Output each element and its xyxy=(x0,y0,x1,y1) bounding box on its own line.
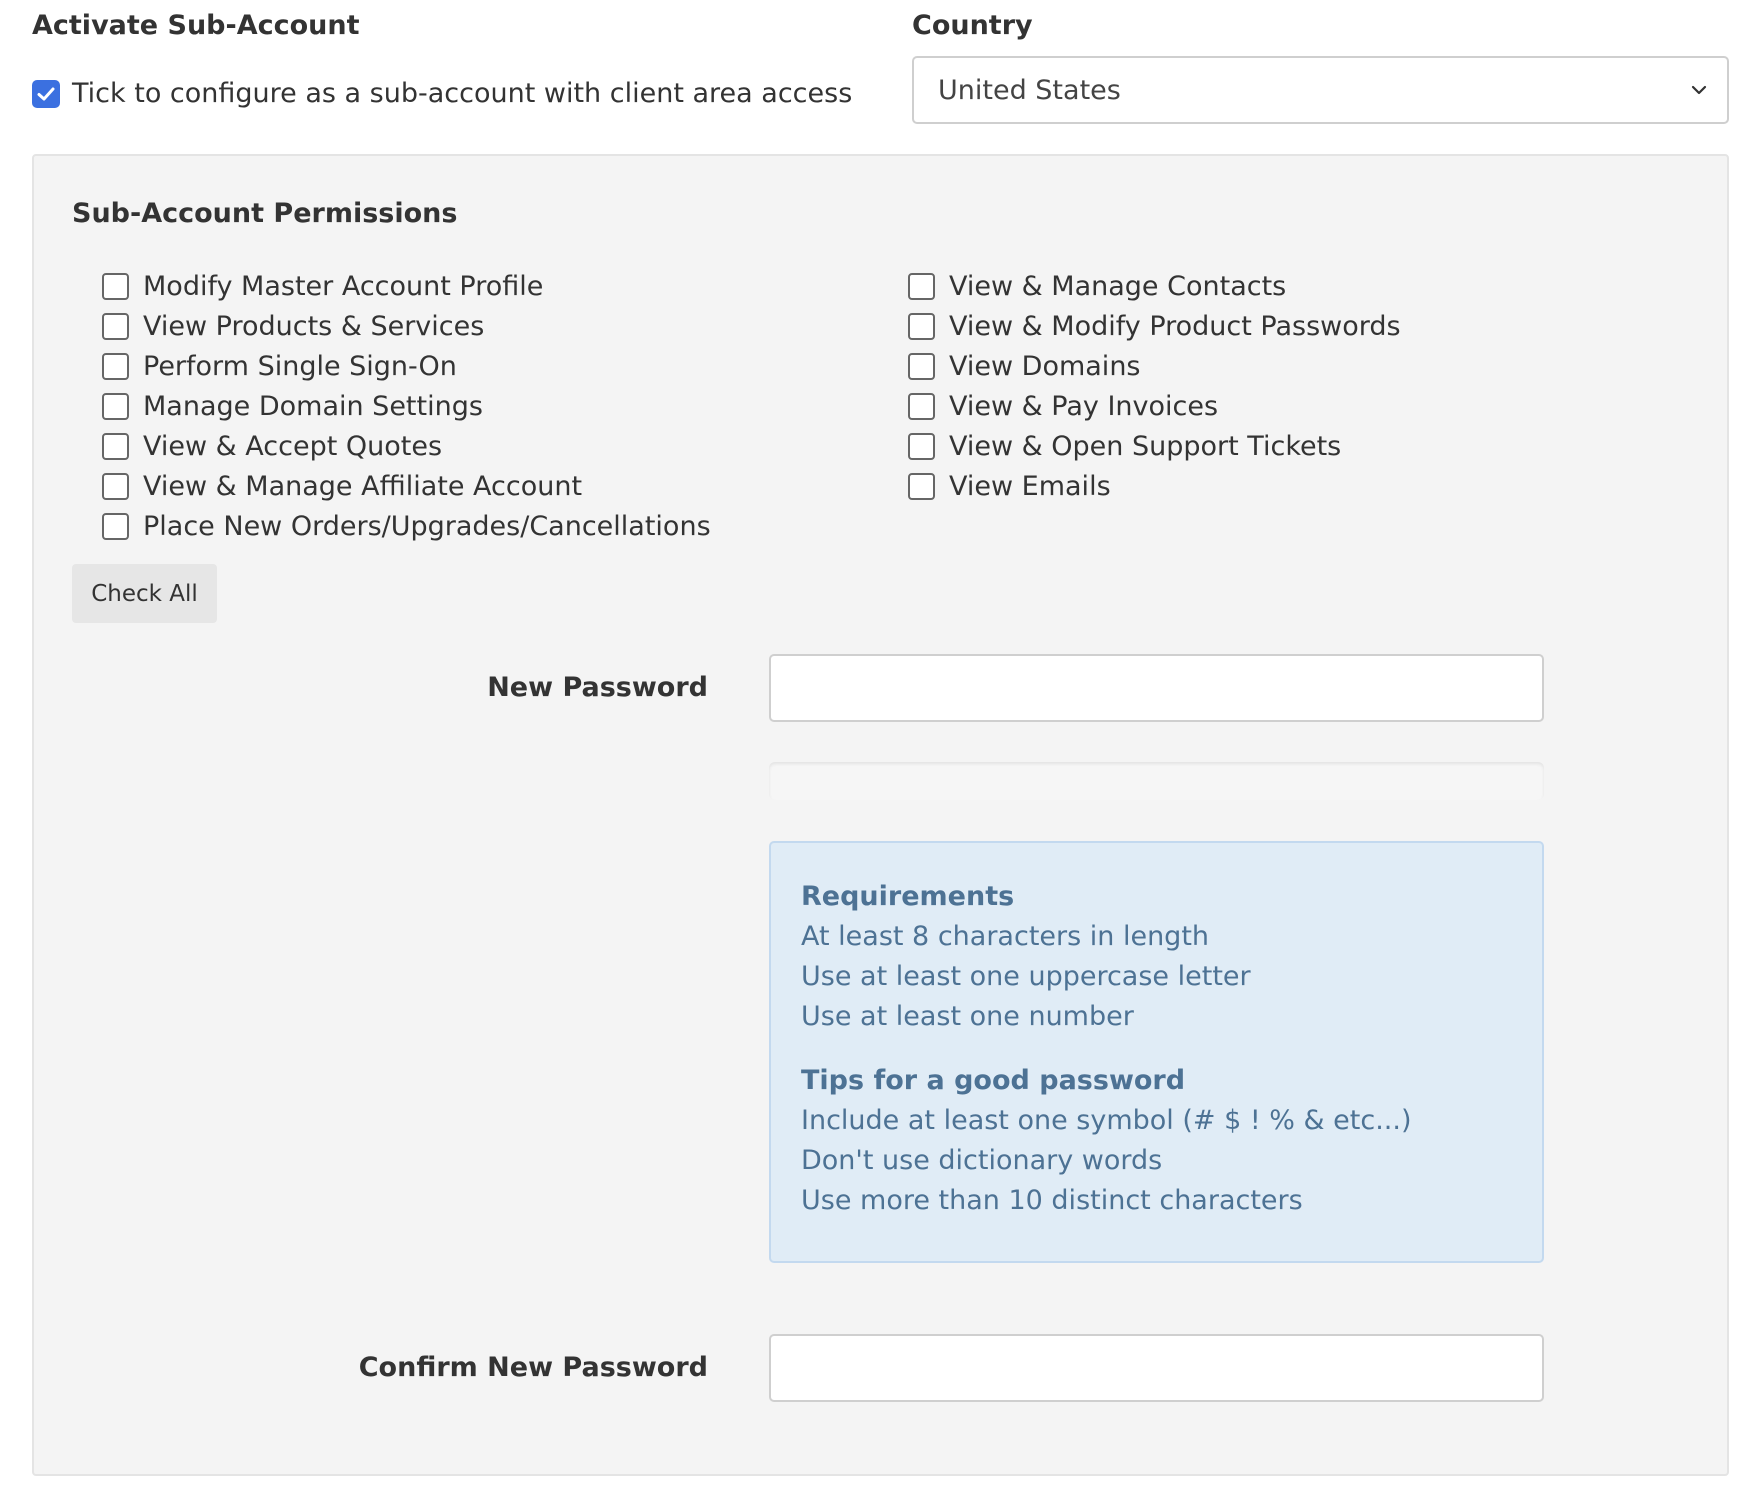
permission-checkbox[interactable] xyxy=(908,393,935,420)
permission-label: View Emails xyxy=(949,470,1111,502)
permission-checkbox[interactable] xyxy=(908,353,935,380)
permission-checkbox[interactable] xyxy=(102,393,129,420)
requirements-title: Requirements xyxy=(801,881,1015,912)
permission-support-tickets[interactable] xyxy=(908,426,1401,466)
confirm-password-label: Confirm New Password xyxy=(358,1352,708,1383)
permissions-right-column xyxy=(908,266,1401,506)
new-password-input[interactable] xyxy=(769,654,1544,722)
permission-checkbox[interactable] xyxy=(908,433,935,460)
permission-pay-invoices[interactable] xyxy=(908,386,1401,426)
permission-label: Perform Single Sign-On xyxy=(143,350,457,382)
permission-label: View & Open Support Tickets xyxy=(949,430,1342,462)
confirm-password-input[interactable] xyxy=(769,1334,1544,1402)
permission-checkbox[interactable] xyxy=(102,313,129,340)
permission-affiliate-account[interactable] xyxy=(102,466,711,506)
chevron-down-icon xyxy=(1689,80,1709,100)
permission-view-emails[interactable] xyxy=(908,466,1401,506)
permission-product-passwords[interactable] xyxy=(908,306,1401,346)
permission-modify-master-profile[interactable] xyxy=(102,266,711,306)
password-strength-bar xyxy=(769,762,1544,800)
permission-label: View & Accept Quotes xyxy=(143,430,443,462)
permission-label: Modify Master Account Profile xyxy=(143,270,544,302)
permission-single-sign-on[interactable] xyxy=(102,346,711,386)
permission-view-products-services[interactable] xyxy=(102,306,711,346)
permission-checkbox[interactable] xyxy=(908,273,935,300)
permission-label: View & Manage Affiliate Account xyxy=(143,470,583,502)
permission-label: View & Modify Product Passwords xyxy=(949,310,1401,342)
permission-checkbox[interactable] xyxy=(102,473,129,500)
permission-checkbox[interactable] xyxy=(102,273,129,300)
permission-label: Manage Domain Settings xyxy=(143,390,483,422)
permission-label: View & Pay Invoices xyxy=(949,390,1219,422)
permission-label: View Domains xyxy=(949,350,1141,382)
permission-view-domains[interactable] xyxy=(908,346,1401,386)
activate-subaccount-row[interactable] xyxy=(32,76,852,112)
activate-subaccount-checkbox[interactable] xyxy=(32,80,60,108)
country-heading: Country xyxy=(912,10,1033,41)
permission-checkbox[interactable] xyxy=(102,513,129,540)
permission-checkbox[interactable] xyxy=(908,313,935,340)
permission-manage-contacts[interactable] xyxy=(908,266,1401,306)
permission-label: Place New Orders/Upgrades/Cancellations xyxy=(143,510,711,542)
activate-subaccount-heading: Activate Sub-Account xyxy=(32,10,360,41)
tip-item: Use more than 10 distinct characters xyxy=(801,1185,1303,1216)
tips-title: Tips for a good password xyxy=(801,1065,1186,1096)
permissions-left-column xyxy=(102,266,711,546)
country-select[interactable] xyxy=(912,56,1729,124)
permission-label: View & Manage Contacts xyxy=(949,270,1287,302)
country-selected-value: United States xyxy=(938,74,1121,106)
password-requirements-box xyxy=(769,841,1544,1263)
permission-manage-domain-settings[interactable] xyxy=(102,386,711,426)
requirement-item: Use at least one uppercase letter xyxy=(801,961,1251,992)
tip-item: Include at least one symbol (# $ ! % & etc...) xyxy=(801,1105,1412,1136)
permission-view-accept-quotes[interactable] xyxy=(102,426,711,466)
requirement-item: At least 8 characters in length xyxy=(801,921,1210,952)
permission-label: View Products & Services xyxy=(143,310,485,342)
activate-subaccount-label: Tick to configure as a sub-account with client area access xyxy=(72,78,853,109)
permission-checkbox[interactable] xyxy=(102,353,129,380)
check-icon xyxy=(36,84,56,104)
permission-place-orders[interactable] xyxy=(102,506,711,546)
new-password-label: New Password xyxy=(487,672,708,703)
tip-item: Don't use dictionary words xyxy=(801,1145,1163,1176)
permissions-heading: Sub-Account Permissions xyxy=(72,198,458,229)
requirement-item: Use at least one number xyxy=(801,1001,1134,1032)
permission-checkbox[interactable] xyxy=(908,473,935,500)
check-all-button[interactable]: Check All xyxy=(72,564,217,623)
permission-checkbox[interactable] xyxy=(102,433,129,460)
